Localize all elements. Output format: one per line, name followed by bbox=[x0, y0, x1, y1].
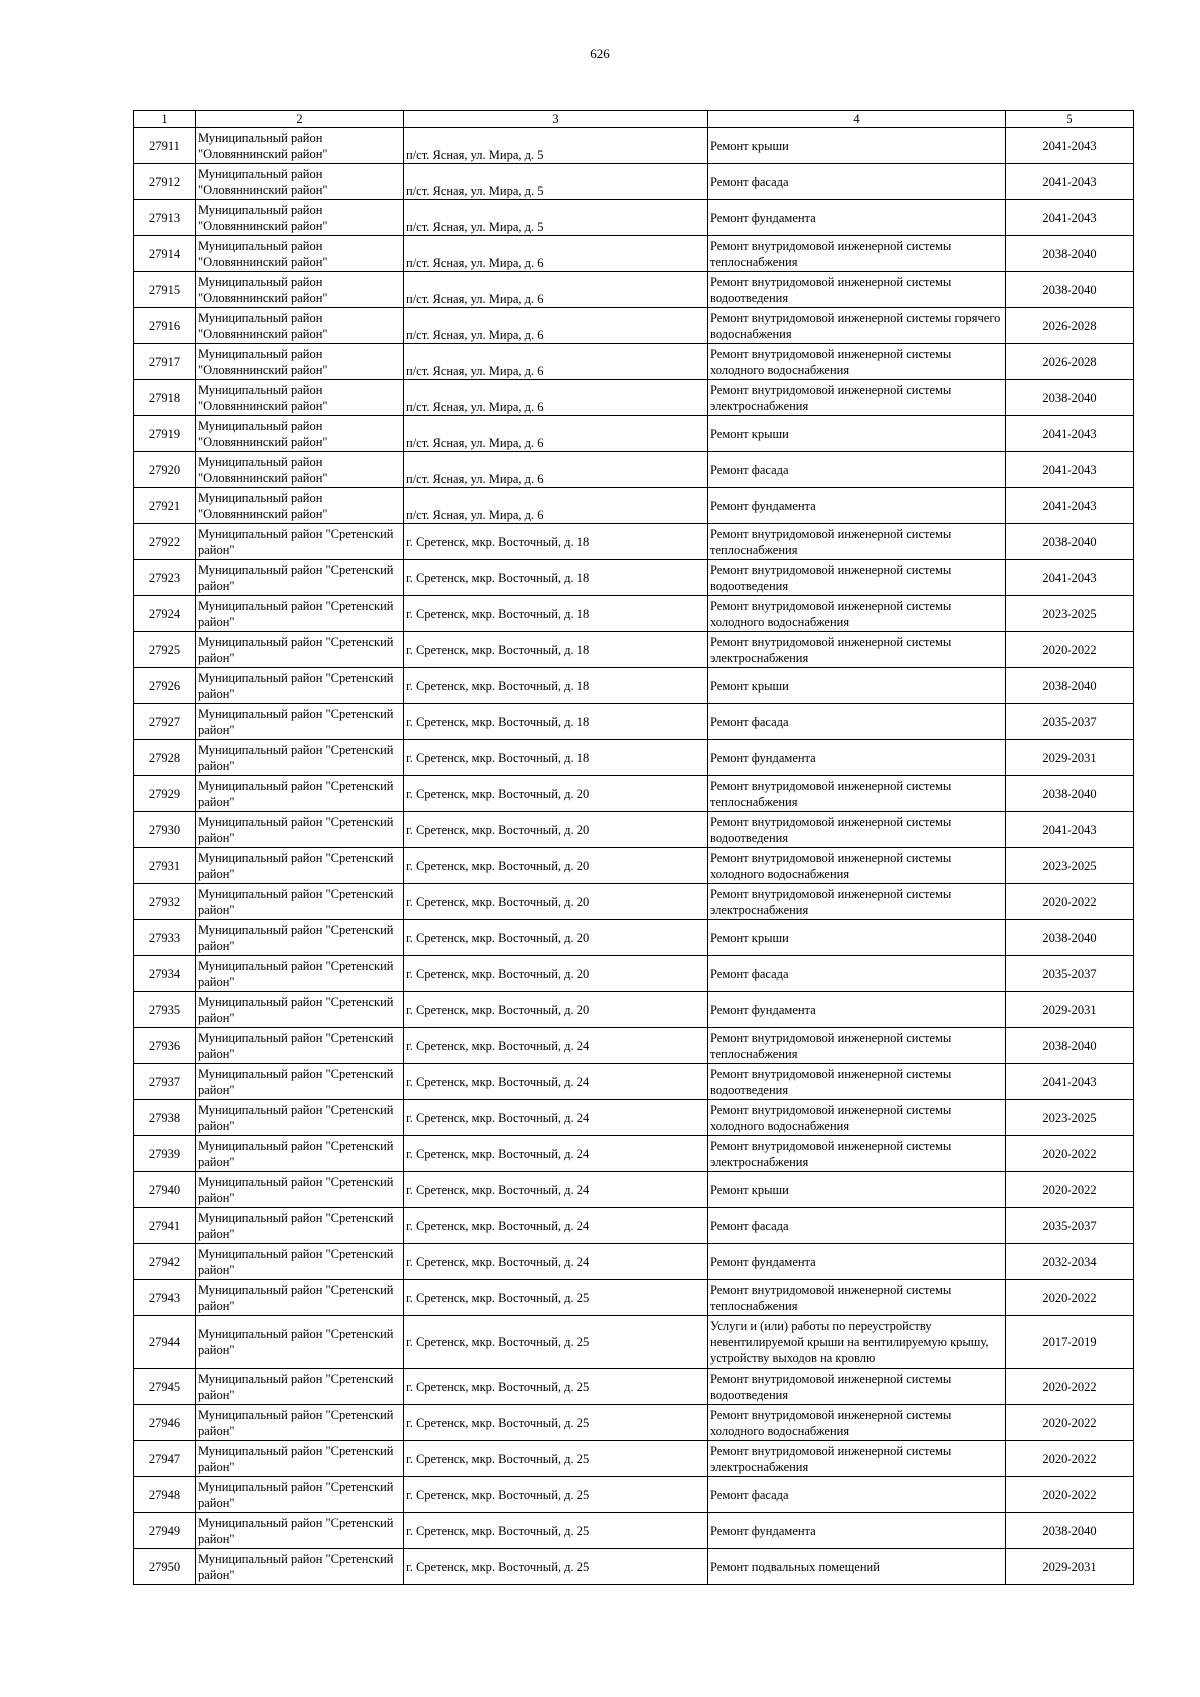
municipal-district: Муниципальный район "Сретенский район" bbox=[196, 1244, 404, 1280]
building-address: г. Сретенск, мкр. Восточный, д. 25 bbox=[404, 1280, 708, 1316]
municipal-district: Муниципальный район "Сретенский район" bbox=[196, 740, 404, 776]
row-number: 27934 bbox=[134, 956, 196, 992]
work-type: Ремонт внутридомовой инженерной системы холодного водоснабжения bbox=[708, 344, 1006, 380]
planned-period: 2041-2043 bbox=[1006, 164, 1134, 200]
row-number: 27919 bbox=[134, 416, 196, 452]
municipal-district: Муниципальный район "Сретенский район" bbox=[196, 1513, 404, 1549]
row-number: 27923 bbox=[134, 560, 196, 596]
planned-period: 2035-2037 bbox=[1006, 956, 1134, 992]
municipal-district: Муниципальный район "Сретенский район" bbox=[196, 848, 404, 884]
municipal-district: Муниципальный район "Оловяннинский район" bbox=[196, 452, 404, 488]
table-row bbox=[134, 632, 1134, 668]
planned-period: 2026-2028 bbox=[1006, 344, 1134, 380]
row-number: 27926 bbox=[134, 668, 196, 704]
table-row bbox=[134, 1477, 1134, 1513]
planned-period: 2041-2043 bbox=[1006, 488, 1134, 524]
municipal-district: Муниципальный район "Сретенский район" bbox=[196, 560, 404, 596]
work-type: Ремонт фасада bbox=[708, 452, 1006, 488]
table-row bbox=[134, 380, 1134, 416]
table-row bbox=[134, 1028, 1134, 1064]
work-type: Ремонт крыши bbox=[708, 128, 1006, 164]
table-row bbox=[134, 1064, 1134, 1100]
municipal-district: Муниципальный район "Оловяннинский район" bbox=[196, 344, 404, 380]
work-type: Ремонт внутридомовой инженерной системы холодного водоснабжения bbox=[708, 1100, 1006, 1136]
building-address: г. Сретенск, мкр. Восточный, д. 18 bbox=[404, 668, 708, 704]
work-type: Ремонт внутридомовой инженерной системы теплоснабжения bbox=[708, 1028, 1006, 1064]
table-row bbox=[134, 884, 1134, 920]
planned-period: 2041-2043 bbox=[1006, 128, 1134, 164]
table-row bbox=[134, 1549, 1134, 1585]
table-row bbox=[134, 596, 1134, 632]
municipal-district: Муниципальный район "Оловяннинский район" bbox=[196, 128, 404, 164]
building-address: г. Сретенск, мкр. Восточный, д. 25 bbox=[404, 1441, 708, 1477]
table-body bbox=[134, 128, 1134, 1585]
municipal-district: Муниципальный район "Сретенский район" bbox=[196, 704, 404, 740]
planned-period: 2038-2040 bbox=[1006, 236, 1134, 272]
planned-period: 2038-2040 bbox=[1006, 1513, 1134, 1549]
building-address: г. Сретенск, мкр. Восточный, д. 18 bbox=[404, 524, 708, 560]
building-address: г. Сретенск, мкр. Восточный, д. 20 bbox=[404, 992, 708, 1028]
row-number: 27915 bbox=[134, 272, 196, 308]
work-type: Ремонт фундамента bbox=[708, 992, 1006, 1028]
row-number: 27941 bbox=[134, 1208, 196, 1244]
municipal-district: Муниципальный район "Оловяннинский район" bbox=[196, 164, 404, 200]
row-number: 27936 bbox=[134, 1028, 196, 1064]
building-address: г. Сретенск, мкр. Восточный, д. 25 bbox=[404, 1405, 708, 1441]
municipal-district: Муниципальный район "Сретенский район" bbox=[196, 1369, 404, 1405]
work-type: Ремонт внутридомовой инженерной системы водоотведения bbox=[708, 1369, 1006, 1405]
building-address: г. Сретенск, мкр. Восточный, д. 24 bbox=[404, 1172, 708, 1208]
municipal-district: Муниципальный район "Сретенский район" bbox=[196, 884, 404, 920]
table-row bbox=[134, 236, 1134, 272]
work-type: Ремонт внутридомовой инженерной системы электроснабжения bbox=[708, 884, 1006, 920]
municipal-district: Муниципальный район "Сретенский район" bbox=[196, 1477, 404, 1513]
building-address: п/ст. Ясная, ул. Мира, д. 5 bbox=[404, 164, 708, 200]
municipal-district: Муниципальный район "Сретенский район" bbox=[196, 1028, 404, 1064]
building-address: г. Сретенск, мкр. Восточный, д. 24 bbox=[404, 1100, 708, 1136]
column-header-4: 4 bbox=[708, 111, 1006, 128]
planned-period: 2020-2022 bbox=[1006, 1136, 1134, 1172]
work-type: Ремонт внутридомовой инженерной системы электроснабжения bbox=[708, 380, 1006, 416]
municipal-district: Муниципальный район "Сретенский район" bbox=[196, 524, 404, 560]
table-row bbox=[134, 128, 1134, 164]
work-type: Ремонт фасада bbox=[708, 1208, 1006, 1244]
work-type: Услуги и (или) работы по переустройству невентилируемой крыши на вентилируемую крышу, устройству выходов на кровлю bbox=[708, 1316, 1006, 1369]
municipal-district: Муниципальный район "Сретенский район" bbox=[196, 992, 404, 1028]
building-address: г. Сретенск, мкр. Восточный, д. 20 bbox=[404, 884, 708, 920]
building-address: п/ст. Ясная, ул. Мира, д. 5 bbox=[404, 128, 708, 164]
row-number: 27929 bbox=[134, 776, 196, 812]
row-number: 27948 bbox=[134, 1477, 196, 1513]
building-address: п/ст. Ясная, ул. Мира, д. 6 bbox=[404, 344, 708, 380]
municipal-district: Муниципальный район "Сретенский район" bbox=[196, 1136, 404, 1172]
municipal-district: Муниципальный район "Сретенский район" bbox=[196, 1100, 404, 1136]
row-number: 27935 bbox=[134, 992, 196, 1028]
work-type: Ремонт внутридомовой инженерной системы водоотведения bbox=[708, 272, 1006, 308]
municipal-district: Муниципальный район "Оловяннинский район" bbox=[196, 416, 404, 452]
row-number: 27940 bbox=[134, 1172, 196, 1208]
work-type: Ремонт внутридомовой инженерной системы теплоснабжения bbox=[708, 1280, 1006, 1316]
planned-period: 2020-2022 bbox=[1006, 1369, 1134, 1405]
planned-period: 2029-2031 bbox=[1006, 992, 1134, 1028]
row-number: 27947 bbox=[134, 1441, 196, 1477]
table-row bbox=[134, 164, 1134, 200]
building-address: п/ст. Ясная, ул. Мира, д. 6 bbox=[404, 236, 708, 272]
planned-period: 2020-2022 bbox=[1006, 1405, 1134, 1441]
table-row bbox=[134, 1513, 1134, 1549]
planned-period: 2038-2040 bbox=[1006, 524, 1134, 560]
building-address: г. Сретенск, мкр. Восточный, д. 18 bbox=[404, 632, 708, 668]
table-row bbox=[134, 1208, 1134, 1244]
work-type: Ремонт внутридомовой инженерной системы теплоснабжения bbox=[708, 524, 1006, 560]
planned-period: 2041-2043 bbox=[1006, 812, 1134, 848]
row-number: 27917 bbox=[134, 344, 196, 380]
planned-period: 2020-2022 bbox=[1006, 1280, 1134, 1316]
work-type: Ремонт внутридомовой инженерной системы горячего водоснабжения bbox=[708, 308, 1006, 344]
row-number: 27939 bbox=[134, 1136, 196, 1172]
table-row bbox=[134, 740, 1134, 776]
row-number: 27921 bbox=[134, 488, 196, 524]
planned-period: 2035-2037 bbox=[1006, 1208, 1134, 1244]
planned-period: 2017-2019 bbox=[1006, 1316, 1134, 1369]
column-number-row bbox=[134, 111, 1134, 128]
building-address: г. Сретенск, мкр. Восточный, д. 20 bbox=[404, 920, 708, 956]
planned-period: 2020-2022 bbox=[1006, 1172, 1134, 1208]
planned-period: 2041-2043 bbox=[1006, 1064, 1134, 1100]
municipal-district: Муниципальный район "Сретенский район" bbox=[196, 812, 404, 848]
row-number: 27946 bbox=[134, 1405, 196, 1441]
row-number: 27933 bbox=[134, 920, 196, 956]
building-address: г. Сретенск, мкр. Восточный, д. 20 bbox=[404, 812, 708, 848]
work-type: Ремонт подвальных помещений bbox=[708, 1549, 1006, 1585]
table-row bbox=[134, 1316, 1134, 1369]
planned-period: 2038-2040 bbox=[1006, 776, 1134, 812]
building-address: г. Сретенск, мкр. Восточный, д. 25 bbox=[404, 1316, 708, 1369]
planned-period: 2020-2022 bbox=[1006, 884, 1134, 920]
work-type: Ремонт внутридомовой инженерной системы водоотведения bbox=[708, 1064, 1006, 1100]
row-number: 27918 bbox=[134, 380, 196, 416]
table-row bbox=[134, 560, 1134, 596]
planned-period: 2029-2031 bbox=[1006, 1549, 1134, 1585]
work-type: Ремонт фасада bbox=[708, 164, 1006, 200]
table-row bbox=[134, 1369, 1134, 1405]
building-address: г. Сретенск, мкр. Восточный, д. 18 bbox=[404, 740, 708, 776]
table-row bbox=[134, 776, 1134, 812]
building-address: г. Сретенск, мкр. Восточный, д. 20 bbox=[404, 848, 708, 884]
building-address: г. Сретенск, мкр. Восточный, д. 18 bbox=[404, 560, 708, 596]
table-row bbox=[134, 344, 1134, 380]
municipal-district: Муниципальный район "Оловяннинский район" bbox=[196, 380, 404, 416]
planned-period: 2023-2025 bbox=[1006, 848, 1134, 884]
municipal-district: Муниципальный район "Оловяннинский район" bbox=[196, 200, 404, 236]
work-type: Ремонт фундамента bbox=[708, 1513, 1006, 1549]
planned-period: 2041-2043 bbox=[1006, 200, 1134, 236]
table-row bbox=[134, 524, 1134, 560]
column-header-1: 1 bbox=[134, 111, 196, 128]
work-type: Ремонт внутридомовой инженерной системы холодного водоснабжения bbox=[708, 1405, 1006, 1441]
building-address: п/ст. Ясная, ул. Мира, д. 6 bbox=[404, 308, 708, 344]
row-number: 27950 bbox=[134, 1549, 196, 1585]
municipal-district: Муниципальный район "Сретенский район" bbox=[196, 956, 404, 992]
table-row bbox=[134, 704, 1134, 740]
planned-period: 2041-2043 bbox=[1006, 560, 1134, 596]
work-type: Ремонт фундамента bbox=[708, 488, 1006, 524]
row-number: 27942 bbox=[134, 1244, 196, 1280]
row-number: 27916 bbox=[134, 308, 196, 344]
row-number: 27938 bbox=[134, 1100, 196, 1136]
table-row bbox=[134, 416, 1134, 452]
row-number: 27945 bbox=[134, 1369, 196, 1405]
building-address: п/ст. Ясная, ул. Мира, д. 6 bbox=[404, 416, 708, 452]
municipal-district: Муниципальный район "Сретенский район" bbox=[196, 776, 404, 812]
municipal-district: Муниципальный район "Оловяннинский район" bbox=[196, 308, 404, 344]
page-number: 626 bbox=[590, 46, 610, 61]
planned-period: 2038-2040 bbox=[1006, 920, 1134, 956]
municipal-district: Муниципальный район "Сретенский район" bbox=[196, 1280, 404, 1316]
table-row bbox=[134, 452, 1134, 488]
table-row bbox=[134, 200, 1134, 236]
planned-period: 2023-2025 bbox=[1006, 1100, 1134, 1136]
building-address: п/ст. Ясная, ул. Мира, д. 6 bbox=[404, 380, 708, 416]
building-address: г. Сретенск, мкр. Восточный, д. 18 bbox=[404, 704, 708, 740]
planned-period: 2041-2043 bbox=[1006, 452, 1134, 488]
municipal-district: Муниципальный район "Сретенский район" bbox=[196, 596, 404, 632]
table-row bbox=[134, 1405, 1134, 1441]
work-type: Ремонт внутридомовой инженерной системы холодного водоснабжения bbox=[708, 848, 1006, 884]
building-address: г. Сретенск, мкр. Восточный, д. 24 bbox=[404, 1064, 708, 1100]
column-header-2: 2 bbox=[196, 111, 404, 128]
building-address: г. Сретенск, мкр. Восточный, д. 24 bbox=[404, 1244, 708, 1280]
work-type: Ремонт фундамента bbox=[708, 1244, 1006, 1280]
municipal-district: Муниципальный район "Сретенский район" bbox=[196, 632, 404, 668]
municipal-district: Муниципальный район "Оловяннинский район" bbox=[196, 272, 404, 308]
work-type: Ремонт внутридомовой инженерной системы электроснабжения bbox=[708, 1441, 1006, 1477]
work-type: Ремонт внутридомовой инженерной системы холодного водоснабжения bbox=[708, 596, 1006, 632]
planned-period: 2041-2043 bbox=[1006, 416, 1134, 452]
municipal-district: Муниципальный район "Сретенский район" bbox=[196, 668, 404, 704]
table-row bbox=[134, 920, 1134, 956]
row-number: 27932 bbox=[134, 884, 196, 920]
row-number: 27928 bbox=[134, 740, 196, 776]
building-address: г. Сретенск, мкр. Восточный, д. 25 bbox=[404, 1477, 708, 1513]
planned-period: 2038-2040 bbox=[1006, 380, 1134, 416]
row-number: 27943 bbox=[134, 1280, 196, 1316]
row-number: 27924 bbox=[134, 596, 196, 632]
planned-period: 2038-2040 bbox=[1006, 1028, 1134, 1064]
work-type: Ремонт фундамента bbox=[708, 740, 1006, 776]
work-type: Ремонт внутридомовой инженерной системы электроснабжения bbox=[708, 1136, 1006, 1172]
planned-period: 2023-2025 bbox=[1006, 596, 1134, 632]
building-address: г. Сретенск, мкр. Восточный, д. 25 bbox=[404, 1513, 708, 1549]
municipal-district: Муниципальный район "Оловяннинский район" bbox=[196, 488, 404, 524]
row-number: 27949 bbox=[134, 1513, 196, 1549]
building-address: п/ст. Ясная, ул. Мира, д. 6 bbox=[404, 488, 708, 524]
building-address: г. Сретенск, мкр. Восточный, д. 25 bbox=[404, 1549, 708, 1585]
planned-period: 2032-2034 bbox=[1006, 1244, 1134, 1280]
row-number: 27912 bbox=[134, 164, 196, 200]
building-address: г. Сретенск, мкр. Восточный, д. 25 bbox=[404, 1369, 708, 1405]
table-row bbox=[134, 956, 1134, 992]
row-number: 27922 bbox=[134, 524, 196, 560]
work-type: Ремонт фасада bbox=[708, 704, 1006, 740]
table-row bbox=[134, 308, 1134, 344]
work-type: Ремонт фасада bbox=[708, 1477, 1006, 1513]
row-number: 27914 bbox=[134, 236, 196, 272]
building-address: г. Сретенск, мкр. Восточный, д. 18 bbox=[404, 596, 708, 632]
building-address: г. Сретенск, мкр. Восточный, д. 24 bbox=[404, 1028, 708, 1064]
table-row bbox=[134, 1136, 1134, 1172]
table-row bbox=[134, 272, 1134, 308]
building-address: г. Сретенск, мкр. Восточный, д. 24 bbox=[404, 1136, 708, 1172]
planned-period: 2020-2022 bbox=[1006, 1441, 1134, 1477]
row-number: 27925 bbox=[134, 632, 196, 668]
table-row bbox=[134, 668, 1134, 704]
work-type: Ремонт фасада bbox=[708, 956, 1006, 992]
work-type: Ремонт внутридомовой инженерной системы электроснабжения bbox=[708, 632, 1006, 668]
municipal-district: Муниципальный район "Сретенский район" bbox=[196, 1405, 404, 1441]
table-row bbox=[134, 1172, 1134, 1208]
planned-period: 2020-2022 bbox=[1006, 1477, 1134, 1513]
row-number: 27927 bbox=[134, 704, 196, 740]
row-number: 27911 bbox=[134, 128, 196, 164]
row-number: 27944 bbox=[134, 1316, 196, 1369]
municipal-district: Муниципальный район "Сретенский район" bbox=[196, 1316, 404, 1369]
building-address: п/ст. Ясная, ул. Мира, д. 6 bbox=[404, 452, 708, 488]
column-header-3: 3 bbox=[404, 111, 708, 128]
capital-repair-table bbox=[133, 110, 1134, 1585]
table-row bbox=[134, 1280, 1134, 1316]
planned-period: 2035-2037 bbox=[1006, 704, 1134, 740]
table-row bbox=[134, 1441, 1134, 1477]
planned-period: 2020-2022 bbox=[1006, 632, 1134, 668]
row-number: 27931 bbox=[134, 848, 196, 884]
table-row bbox=[134, 848, 1134, 884]
municipal-district: Муниципальный район "Оловяннинский район" bbox=[196, 236, 404, 272]
planned-period: 2029-2031 bbox=[1006, 740, 1134, 776]
table-row bbox=[134, 488, 1134, 524]
work-type: Ремонт фундамента bbox=[708, 200, 1006, 236]
work-type: Ремонт внутридомовой инженерной системы теплоснабжения bbox=[708, 776, 1006, 812]
municipal-district: Муниципальный район "Сретенский район" bbox=[196, 920, 404, 956]
municipal-district: Муниципальный район "Сретенский район" bbox=[196, 1064, 404, 1100]
work-type: Ремонт внутридомовой инженерной системы водоотведения bbox=[708, 812, 1006, 848]
planned-period: 2026-2028 bbox=[1006, 308, 1134, 344]
work-type: Ремонт крыши bbox=[708, 920, 1006, 956]
building-address: г. Сретенск, мкр. Восточный, д. 20 bbox=[404, 776, 708, 812]
municipal-district: Муниципальный район "Сретенский район" bbox=[196, 1172, 404, 1208]
planned-period: 2038-2040 bbox=[1006, 272, 1134, 308]
row-number: 27930 bbox=[134, 812, 196, 848]
municipal-district: Муниципальный район "Сретенский район" bbox=[196, 1549, 404, 1585]
municipal-district: Муниципальный район "Сретенский район" bbox=[196, 1441, 404, 1477]
row-number: 27937 bbox=[134, 1064, 196, 1100]
table-row bbox=[134, 992, 1134, 1028]
column-header-5: 5 bbox=[1006, 111, 1134, 128]
row-number: 27913 bbox=[134, 200, 196, 236]
work-type: Ремонт крыши bbox=[708, 668, 1006, 704]
table-row bbox=[134, 1244, 1134, 1280]
row-number: 27920 bbox=[134, 452, 196, 488]
work-type: Ремонт внутридомовой инженерной системы теплоснабжения bbox=[708, 236, 1006, 272]
municipal-district: Муниципальный район "Сретенский район" bbox=[196, 1208, 404, 1244]
work-type: Ремонт крыши bbox=[708, 416, 1006, 452]
building-address: г. Сретенск, мкр. Восточный, д. 20 bbox=[404, 956, 708, 992]
work-type: Ремонт крыши bbox=[708, 1172, 1006, 1208]
planned-period: 2038-2040 bbox=[1006, 668, 1134, 704]
building-address: г. Сретенск, мкр. Восточный, д. 24 bbox=[404, 1208, 708, 1244]
table-row bbox=[134, 1100, 1134, 1136]
table-row bbox=[134, 812, 1134, 848]
building-address: п/ст. Ясная, ул. Мира, д. 6 bbox=[404, 272, 708, 308]
building-address: п/ст. Ясная, ул. Мира, д. 5 bbox=[404, 200, 708, 236]
work-type: Ремонт внутридомовой инженерной системы водоотведения bbox=[708, 560, 1006, 596]
